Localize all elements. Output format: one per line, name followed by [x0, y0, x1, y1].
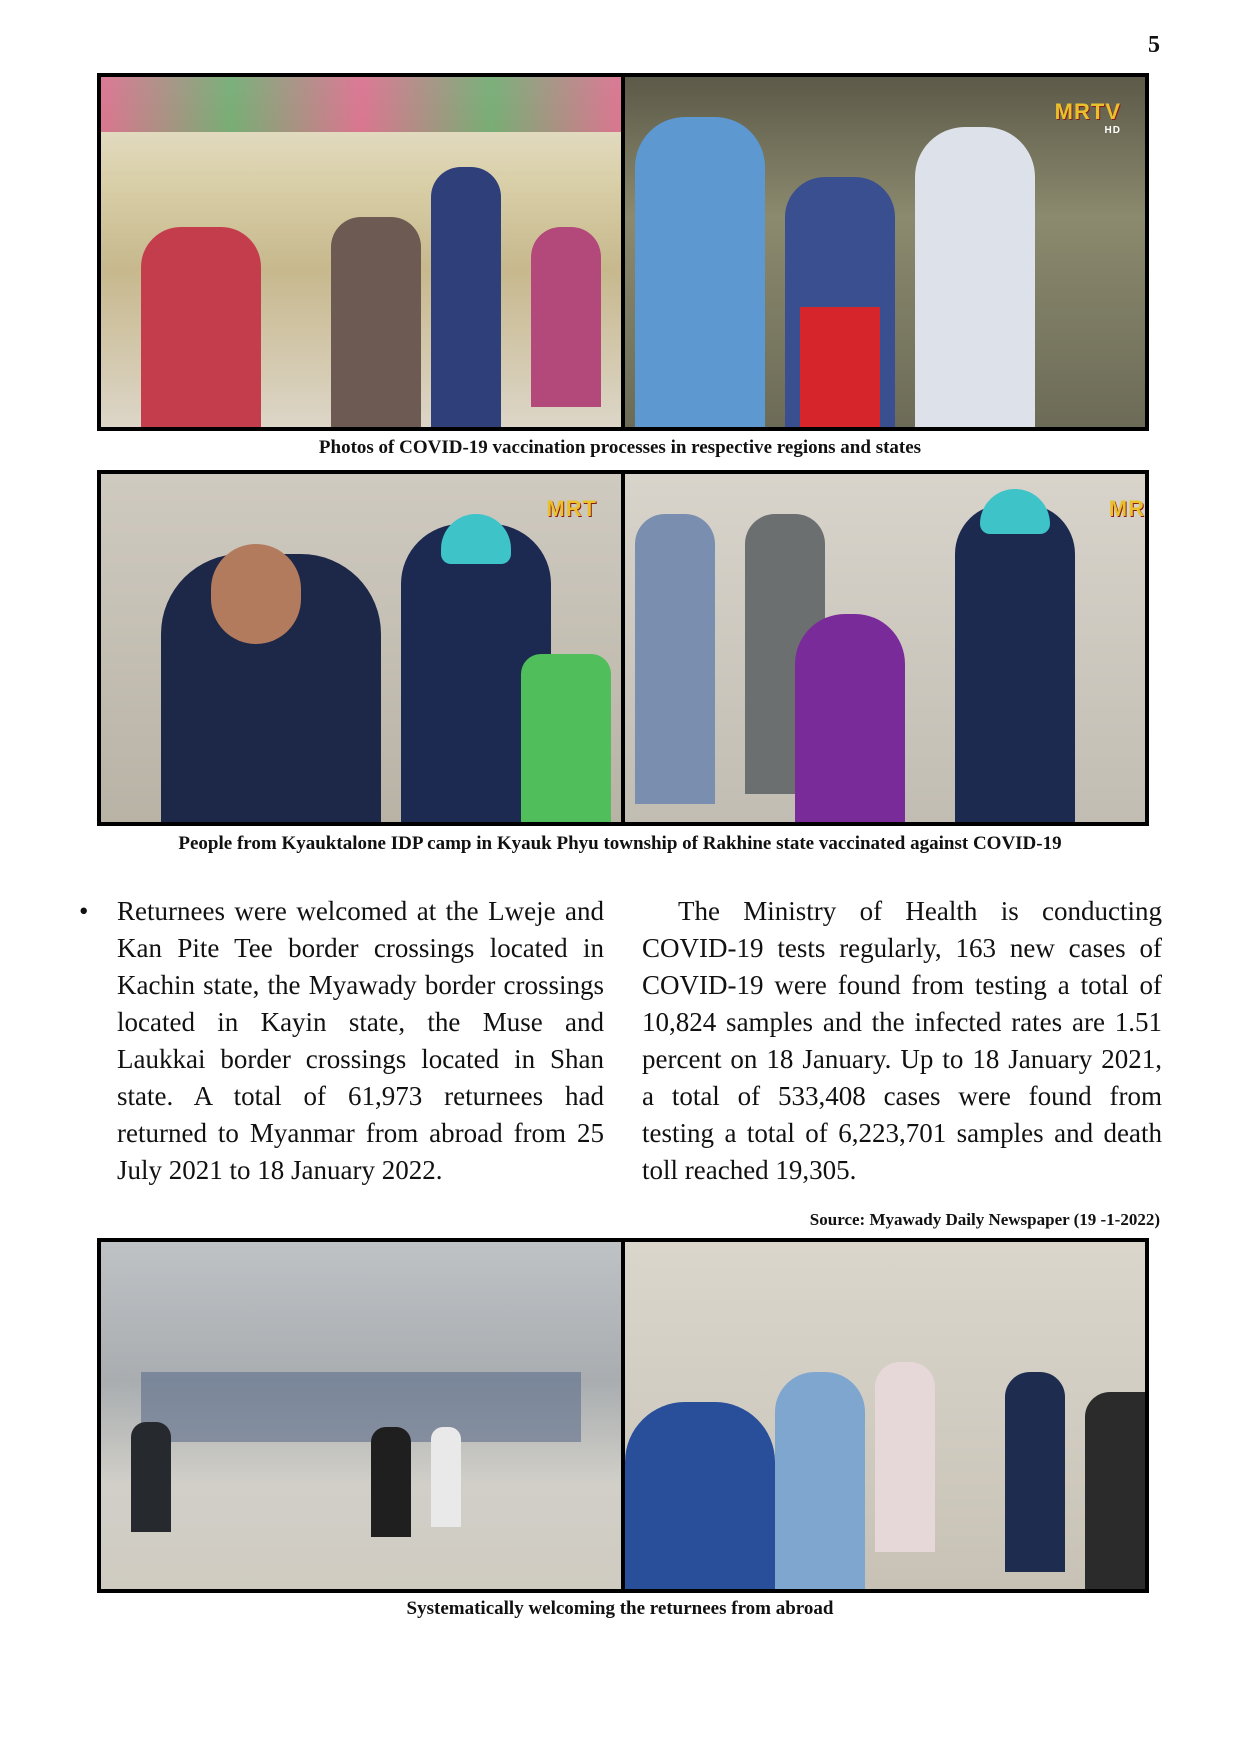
photo-idp-vaccination-2: [621, 474, 1145, 822]
photo-row-3: [97, 1238, 1149, 1593]
page-number: 5: [1148, 32, 1160, 58]
mrt-logo: MRT: [546, 496, 597, 521]
photo-vaccination-outdoor: [621, 77, 1145, 427]
caption-row-3: Systematically welcoming the returnees from abroad: [406, 1598, 834, 1619]
mrtv-logo: MRTV HD: [1054, 99, 1121, 136]
article-left-column: Returnees were welcomed at the Lweje and Kan Pite Tee border crossings located in Kachin state, the Myawady border crossings located in Kayin state, the Muse and Laukkai border crossings located in Shan state. A total of 61,973 returnees had returned to Myanmar from abroad from 25 July 2021 to 18 January 2022.: [117, 896, 604, 1185]
photo-idp-vaccination-1: [101, 474, 621, 822]
source-credit: Source: Myawady Daily Newspaper (19 -1-2022): [809, 1210, 1160, 1229]
photo-row-2: [97, 470, 1149, 826]
photo-returnees-crowd: [621, 1242, 1145, 1589]
photo-row-1: [97, 73, 1149, 431]
caption-row-1: Photos of COVID-19 vaccination processes in respective regions and states: [318, 437, 922, 458]
list-bullet: •: [79, 896, 89, 926]
caption-row-2: People from Kyauktalone IDP camp in Kyauk Phyu township of Rakhine state vaccinated against COVID-19: [178, 833, 1062, 854]
photo-vaccination-hall: [101, 77, 621, 427]
photo-border-hall: [101, 1242, 621, 1589]
mrt-logo-cut: MR: [1108, 496, 1145, 521]
article-right-column: The Ministry of Health is conducting COVID-19 tests regularly, 163 new cases of COVID-19 were found from testing a total of 10,824 samples and the infected rates are 1.51 percent on 18 January. Up to 18 January 2021, a total of 533,408 cases were found from testing a total of 6,223,701 samples and death toll reached 19,305.: [642, 896, 1162, 1185]
